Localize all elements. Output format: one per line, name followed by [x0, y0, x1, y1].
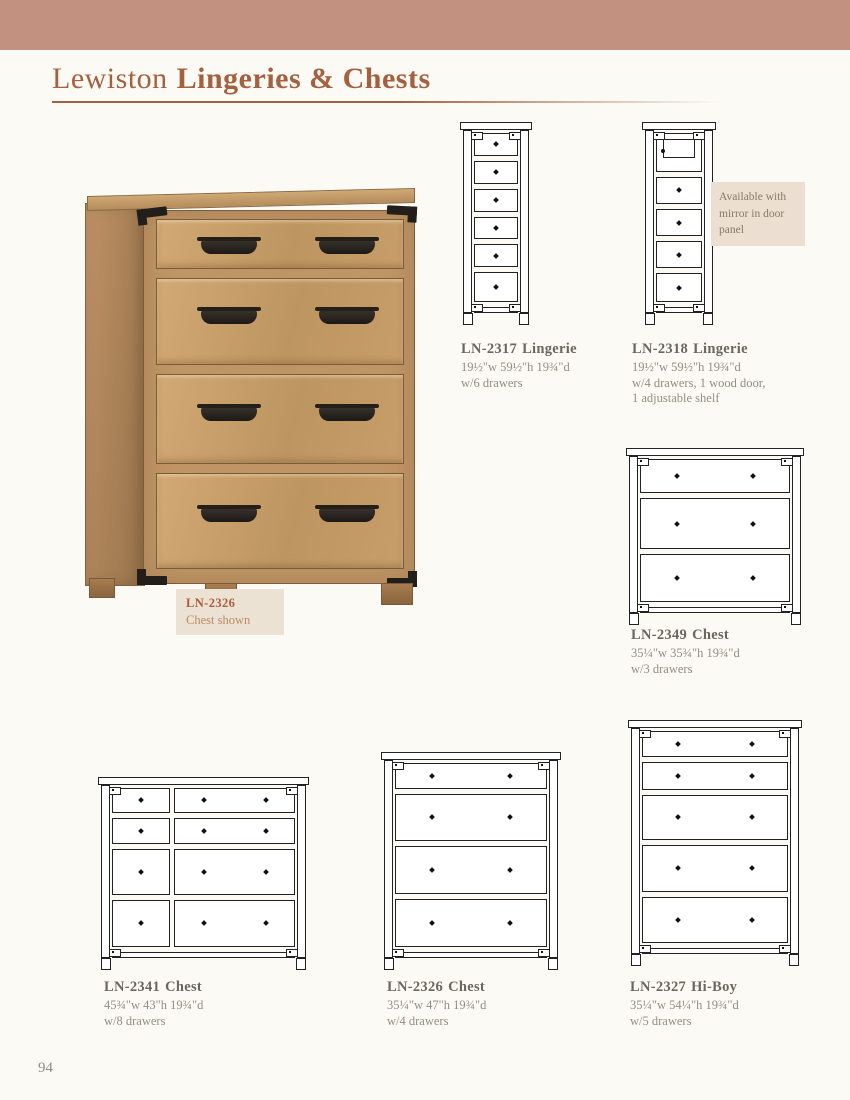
cabinet-drawer-stack — [642, 728, 788, 954]
drawer-knob — [507, 773, 513, 779]
cabinet-drawer-row — [656, 273, 702, 302]
drawer-knob — [429, 867, 435, 873]
drawer-knob — [751, 575, 757, 581]
cabinet-drawer — [656, 209, 702, 236]
cabinet-left-post — [629, 456, 638, 613]
product-code: LN-2318 — [632, 341, 689, 357]
door-knob — [661, 149, 665, 153]
drawer-knob — [675, 917, 681, 923]
cabinet-drawer-row — [474, 161, 518, 184]
drawer-knob — [674, 575, 680, 581]
corner-bracket — [779, 730, 791, 738]
drawer-knob — [675, 814, 681, 820]
corner-bracket — [471, 304, 483, 312]
cabinet-drawer — [656, 177, 702, 204]
cabinet-drawer — [642, 731, 788, 757]
product-code: LN-2341 — [104, 979, 161, 995]
cabinet-right-post — [792, 456, 801, 613]
corner-bracket — [137, 576, 167, 585]
cabinet-right-post — [520, 130, 529, 313]
header-band — [0, 0, 850, 50]
drawer-knob — [263, 921, 269, 927]
page-number: 94 — [38, 1060, 53, 1076]
product-type: Lingerie — [693, 341, 748, 357]
corner-bracket — [637, 458, 649, 466]
drawer-knob — [138, 869, 144, 875]
drawer-knob — [263, 828, 269, 834]
product-code: LN-2349 — [631, 627, 688, 643]
product-features: w/4 drawers — [387, 1013, 449, 1028]
product-label-ln2327 — [630, 978, 742, 1029]
drawer-knob — [750, 917, 756, 923]
drawer-knob — [201, 798, 207, 804]
product-features: 1 adjustable shelf — [632, 391, 720, 406]
cabinet-drawer-stack — [474, 130, 518, 313]
product-label-ln2349 — [631, 626, 740, 677]
cabinet-drawer — [112, 818, 170, 844]
cabinet-drawer-row — [642, 795, 788, 840]
cabinet-drawer — [395, 846, 547, 894]
product-dimensions: 45¾"w 43"h 19¾"d — [104, 998, 204, 1013]
cabinet-drawer-row — [112, 849, 295, 895]
cabinet-foot — [101, 958, 111, 970]
drawer-knob — [750, 773, 756, 779]
corner-bracket — [109, 949, 121, 957]
chest-photo-top — [87, 188, 415, 211]
cabinet-foot — [463, 313, 473, 325]
drawer-knob — [676, 252, 682, 258]
cabinet-drawer — [174, 818, 295, 844]
product-label-ln2317 — [461, 340, 582, 391]
product-label-ln2341 — [104, 978, 207, 1029]
cabinet-drawer — [474, 189, 518, 212]
cabinet-foot — [631, 954, 641, 966]
drawing-ln2327-hiboy — [631, 720, 799, 965]
cabinet-right-post — [790, 728, 799, 954]
drawer-pull — [319, 407, 375, 421]
cabinet-top-slab — [628, 720, 802, 728]
drawer-knob — [750, 741, 756, 747]
drawer-knob — [675, 865, 681, 871]
cabinet-drawer — [656, 241, 702, 268]
cabinet-left-post — [101, 785, 110, 958]
drawer-pull — [319, 310, 375, 324]
drawer-knob — [493, 225, 499, 231]
corner-bracket — [693, 132, 705, 140]
drawer-knob — [138, 798, 144, 804]
drawer-knob — [201, 869, 207, 875]
cabinet-drawer-stack — [112, 785, 295, 958]
title-underline — [52, 101, 720, 103]
drawer-knob — [676, 188, 682, 194]
drawing-ln2341-chest — [101, 777, 306, 969]
page-title-collection: Lewiston — [52, 62, 168, 95]
cabinet-drawer-row — [112, 788, 295, 813]
cabinet-drawer — [640, 498, 790, 549]
corner-bracket — [653, 132, 665, 140]
cabinet-drawer-stack — [640, 456, 790, 613]
drawer-knob — [750, 865, 756, 871]
cabinet-foot — [645, 313, 655, 325]
cabinet-drawer — [474, 272, 518, 302]
corner-bracket — [538, 762, 550, 770]
corner-bracket — [653, 304, 665, 312]
chest-photo-side-panel — [85, 203, 145, 586]
cabinet-top-slab — [98, 777, 309, 785]
cabinet-drawer-row — [642, 762, 788, 790]
product-type: Lingerie — [522, 341, 577, 357]
cabinet-foot — [548, 958, 558, 970]
cabinet-drawer-stack — [395, 760, 547, 958]
corner-bracket — [781, 458, 793, 466]
cabinet-feet — [463, 313, 529, 324]
drawing-ln2317-lingerie — [463, 122, 529, 324]
cabinet-drawer-row — [640, 459, 790, 493]
drawer-knob — [675, 741, 681, 747]
drawer-knob — [201, 828, 207, 834]
cabinet-drawer — [474, 161, 518, 184]
cabinet-top-slab — [642, 122, 716, 130]
product-features: w/5 drawers — [630, 1013, 692, 1028]
product-dimensions: 19½"w 59½"h 19¾"d — [461, 360, 570, 375]
product-features: w/3 drawers — [631, 661, 693, 676]
cabinet-drawer-row — [395, 763, 547, 789]
page-title — [52, 62, 431, 96]
drawer-knob — [263, 798, 269, 804]
corner-bracket — [286, 949, 298, 957]
cabinet-drawer — [474, 244, 518, 267]
drawing-ln2318-lingerie — [645, 122, 713, 324]
cabinet-drawer-row — [395, 846, 547, 894]
cabinet-drawer — [395, 763, 547, 789]
cabinet-drawer-stack — [656, 130, 702, 313]
cabinet-drawer-row — [395, 899, 547, 947]
product-dimensions: 35¼"w 35¾"h 19¾"d — [631, 646, 740, 661]
cabinet-drawer-row — [474, 272, 518, 302]
cabinet-left-post — [645, 130, 654, 313]
photo-drawer — [156, 219, 404, 269]
cabinet-drawer — [642, 897, 788, 943]
cabinet-feet — [645, 313, 713, 324]
product-dimensions: 35¼"w 47"h 19¾"d — [387, 998, 487, 1013]
photo-caption-code: LN-2326 — [186, 596, 236, 610]
cabinet-left-post — [463, 130, 472, 313]
product-type: Chest — [692, 627, 730, 643]
corner-bracket — [286, 787, 298, 795]
drawing-ln2326-chest — [384, 752, 558, 969]
product-code: LN-2327 — [630, 979, 687, 995]
drawer-knob — [263, 869, 269, 875]
cabinet-drawer-row — [112, 818, 295, 844]
cabinet-body — [631, 728, 799, 954]
cabinet-drawer-row — [640, 554, 790, 602]
cabinet-drawer — [112, 900, 170, 947]
cabinet-right-post — [549, 760, 558, 958]
corner-bracket — [639, 945, 651, 953]
cabinet-drawer-row — [474, 189, 518, 212]
cabinet-drawer — [642, 762, 788, 790]
cabinet-drawer — [642, 795, 788, 840]
cabinet-feet — [631, 954, 799, 965]
corner-bracket — [387, 205, 417, 216]
photo-drawer — [156, 374, 404, 463]
cabinet-top-slab — [381, 752, 561, 760]
drawer-knob — [751, 473, 757, 479]
corner-bracket — [779, 945, 791, 953]
cabinet-top-slab — [460, 122, 532, 130]
cabinet-foot — [296, 958, 306, 970]
cabinet-drawer-row — [642, 731, 788, 757]
drawer-pull — [201, 407, 257, 421]
cabinet-foot — [791, 613, 801, 625]
cabinet-drawer-row — [656, 241, 702, 268]
photo-caption-text: Chest shown — [186, 613, 251, 627]
cabinet-foot — [384, 958, 394, 970]
cabinet-left-post — [384, 760, 393, 958]
drawer-knob — [751, 521, 757, 527]
corner-bracket — [509, 132, 521, 140]
drawer-knob — [429, 920, 435, 926]
product-code: LN-2317 — [461, 341, 518, 357]
product-type: Hi-Boy — [691, 979, 738, 995]
drawer-pull — [319, 508, 375, 522]
product-label-ln2318 — [632, 340, 766, 407]
chest-foot — [381, 583, 413, 605]
cabinet-drawer — [640, 554, 790, 602]
corner-bracket — [639, 730, 651, 738]
drawer-knob — [507, 920, 513, 926]
cabinet-feet — [629, 613, 801, 624]
cabinet-drawer-row — [642, 897, 788, 943]
drawer-knob — [493, 253, 499, 259]
photo-caption — [176, 589, 284, 635]
corner-bracket — [392, 949, 404, 957]
cabinet-drawer-row — [640, 498, 790, 549]
product-features: w/8 drawers — [104, 1013, 166, 1028]
cabinet-drawer-row — [474, 244, 518, 267]
cabinet-right-post — [297, 785, 306, 958]
product-dimensions: 19½"w 59½"h 19¾"d — [632, 360, 741, 375]
cabinet-drawer — [642, 845, 788, 892]
product-code: LN-2326 — [387, 979, 444, 995]
photo-drawer — [156, 278, 404, 365]
cabinet-body — [384, 760, 558, 958]
drawer-knob — [493, 197, 499, 203]
cabinet-left-post — [631, 728, 640, 954]
drawer-knob — [493, 142, 499, 148]
drawer-knob — [676, 285, 682, 291]
drawer-knob — [675, 773, 681, 779]
cabinet-drawer — [474, 217, 518, 240]
cabinet-drawer — [174, 788, 295, 813]
photo-drawer — [156, 473, 404, 570]
corner-bracket — [109, 787, 121, 795]
cabinet-body — [101, 785, 306, 958]
cabinet-drawer — [640, 459, 790, 493]
drawer-knob — [201, 921, 207, 927]
cabinet-drawer — [174, 849, 295, 895]
chest-foot — [89, 578, 115, 598]
cabinet-drawer — [174, 900, 295, 947]
page-title-category: Lingeries & Chests — [176, 62, 431, 95]
cabinet-drawer-row — [656, 177, 702, 204]
cabinet-drawer-row — [112, 900, 295, 947]
drawer-knob — [493, 284, 499, 290]
drawer-knob — [676, 220, 682, 226]
product-type: Chest — [448, 979, 486, 995]
corner-bracket — [693, 304, 705, 312]
cabinet-drawer-row — [656, 209, 702, 236]
cabinet-drawer-row — [395, 794, 547, 841]
drawer-pull — [201, 240, 257, 254]
product-features: w/6 drawers — [461, 375, 523, 390]
drawing-ln2349-chest — [629, 448, 801, 624]
cabinet-body — [629, 456, 801, 613]
cabinet-door-panel — [663, 139, 695, 158]
drawer-knob — [750, 814, 756, 820]
drawer-pull — [319, 240, 375, 254]
drawer-knob — [507, 815, 513, 821]
cabinet-foot — [519, 313, 529, 325]
drawer-pull — [201, 508, 257, 522]
cabinet-drawer-row — [642, 845, 788, 892]
corner-bracket — [538, 949, 550, 957]
cabinet-foot — [789, 954, 799, 966]
cabinet-foot — [703, 313, 713, 325]
cabinet-feet — [101, 958, 306, 969]
cabinet-body — [463, 130, 529, 313]
drawer-knob — [138, 828, 144, 834]
drawer-knob — [493, 169, 499, 175]
corner-bracket — [392, 762, 404, 770]
product-type: Chest — [165, 979, 203, 995]
mirror-option-note: Available with mirror in door panel — [711, 182, 805, 246]
cabinet-drawer — [656, 273, 702, 302]
chest-photo-front — [143, 210, 415, 584]
corner-bracket — [471, 132, 483, 140]
cabinet-drawer — [112, 849, 170, 895]
corner-bracket — [781, 604, 793, 612]
corner-bracket — [509, 304, 521, 312]
drawer-knob — [429, 815, 435, 821]
cabinet-drawer-row — [474, 217, 518, 240]
product-label-ln2326 — [387, 978, 490, 1029]
corner-bracket — [637, 604, 649, 612]
chest-photo — [85, 190, 415, 614]
cabinet-feet — [384, 958, 558, 969]
product-dimensions: 35¼"w 54¼"h 19¾"d — [630, 998, 739, 1013]
product-features: w/4 drawers, 1 wood door, — [632, 375, 766, 390]
cabinet-top-slab — [626, 448, 804, 456]
drawer-knob — [429, 773, 435, 779]
drawer-knob — [674, 473, 680, 479]
drawer-pull — [201, 310, 257, 324]
drawer-knob — [674, 521, 680, 527]
cabinet-drawer — [395, 794, 547, 841]
cabinet-body — [645, 130, 713, 313]
cabinet-foot — [629, 613, 639, 625]
drawer-knob — [138, 921, 144, 927]
drawer-knob — [507, 867, 513, 873]
cabinet-drawer — [395, 899, 547, 947]
